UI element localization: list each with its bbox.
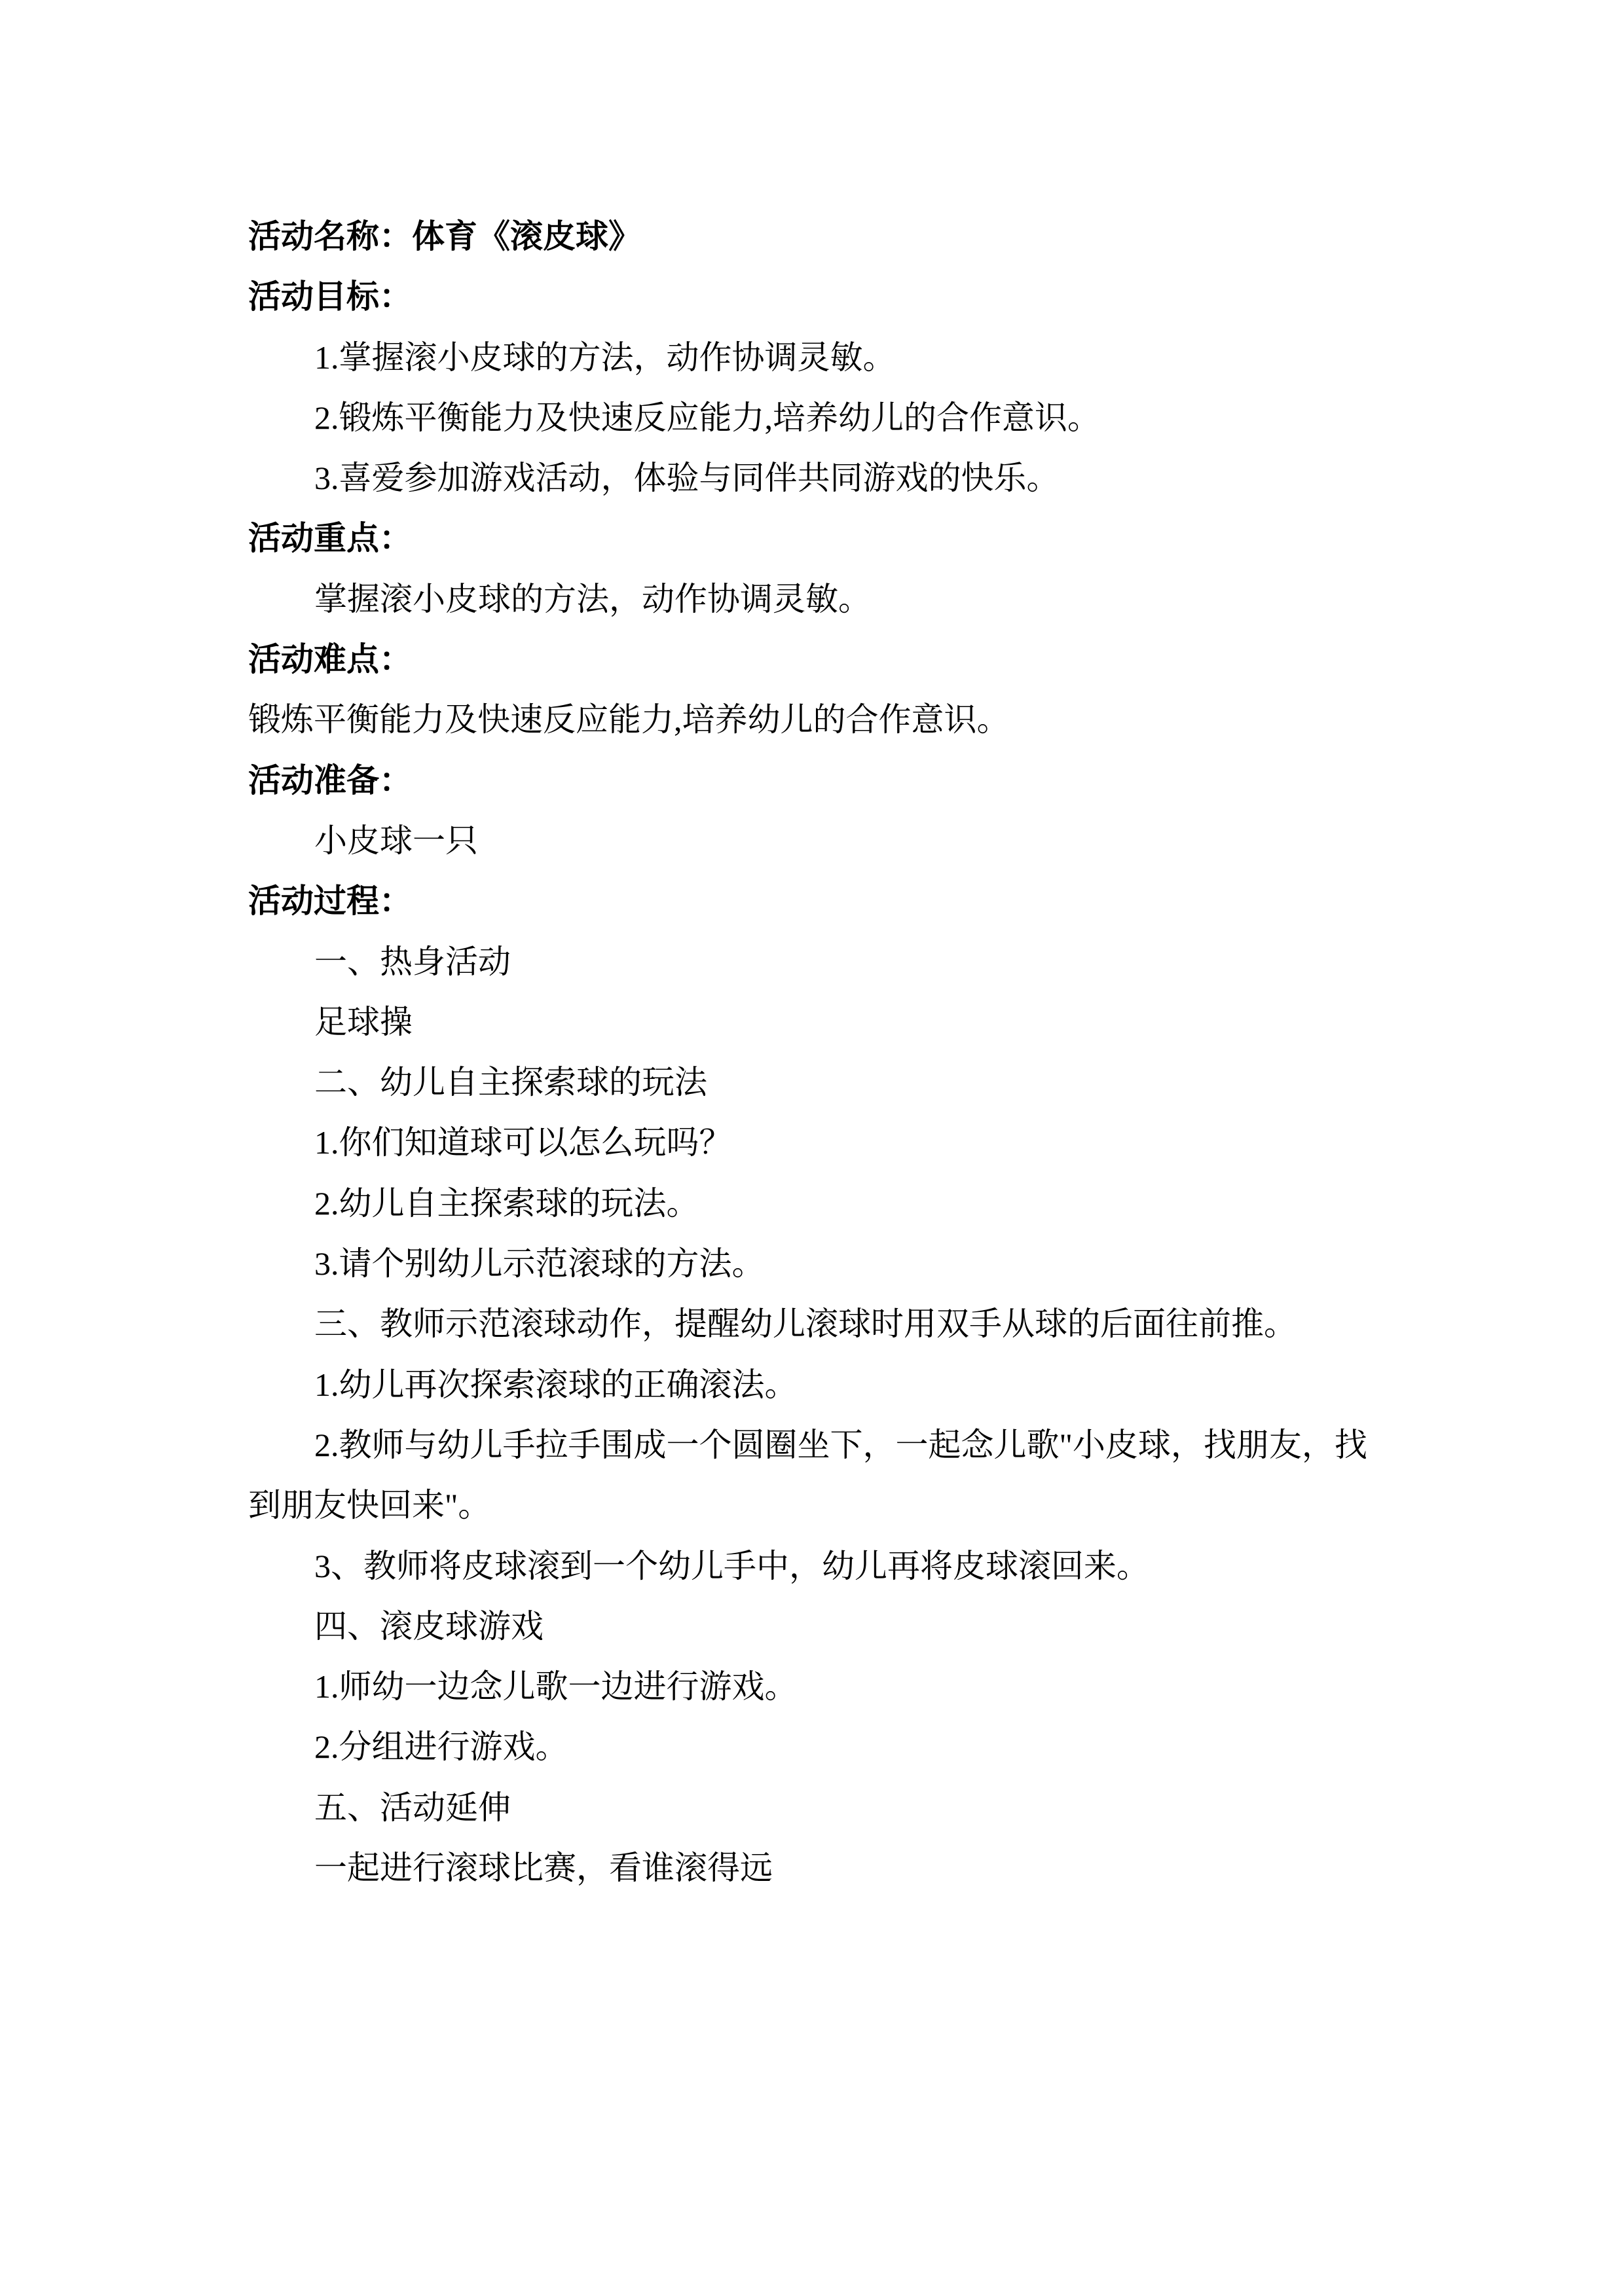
process-section-title: 三、教师示范滚球动作，提醒幼儿滚球时用双手从球的后面往前推。 [314, 1305, 1297, 1343]
process-step: 2.幼儿自主探索球的玩法。 [314, 1184, 699, 1222]
process-section-title: 五、活动延伸 [314, 1789, 511, 1826]
process-section-title: 二、幼儿自主探索球的玩法 [314, 1064, 707, 1101]
preparation-text: 小皮球一只 [314, 822, 478, 859]
activity-title: 活动名称：体育《滚皮球》 [248, 218, 641, 255]
process-step: 一起进行滚球比赛，看谁滚得远 [314, 1850, 773, 1887]
key-point-text: 掌握滚小皮球的方法，动作协调灵敏。 [314, 580, 871, 617]
process-step: 2.分组进行游戏。 [314, 1728, 568, 1766]
process-heading: 活动过程： [248, 883, 412, 920]
preparation-heading: 活动准备： [248, 761, 412, 799]
process-step: 2.教师与幼儿手拉手围成一个圆圈坐下，一起念儿歌"小皮球，找朋友，找到朋友快回来"。 [248, 1426, 1367, 1524]
difficulty-heading: 活动难点： [248, 641, 412, 678]
process-step: 3.请个别幼儿示范滚球的方法。 [314, 1245, 765, 1283]
difficulty-text: 锻炼平衡能力及快速反应能力,培养幼儿的合作意识。 [248, 701, 1010, 738]
process-step: 3、教师将皮球滚到一个幼儿手中，幼儿再将皮球滚回来。 [314, 1547, 1149, 1584]
goal-item: 3.喜爱参加游戏活动，体验与同伴共同游戏的快乐。 [314, 460, 1060, 497]
process-step: 1.你们知道球可以怎么玩吗？ [314, 1124, 732, 1161]
goal-item: 2.锻炼平衡能力及快速反应能力,培养幼儿的合作意识。 [314, 399, 1100, 436]
process-section-title: 一、热身活动 [314, 943, 511, 980]
process-step: 1.幼儿再次探索滚球的正确滚法。 [314, 1366, 798, 1403]
process-section-title: 四、滚皮球游戏 [314, 1607, 544, 1645]
process-step: 1.师幼一边念儿歌一边进行游戏。 [314, 1668, 798, 1705]
key-point-heading: 活动重点： [248, 520, 412, 557]
process-step: 足球操 [314, 1003, 413, 1040]
goals-heading: 活动目标： [248, 278, 412, 316]
goal-item: 1.掌握滚小皮球的方法，动作协调灵敏。 [314, 338, 896, 376]
